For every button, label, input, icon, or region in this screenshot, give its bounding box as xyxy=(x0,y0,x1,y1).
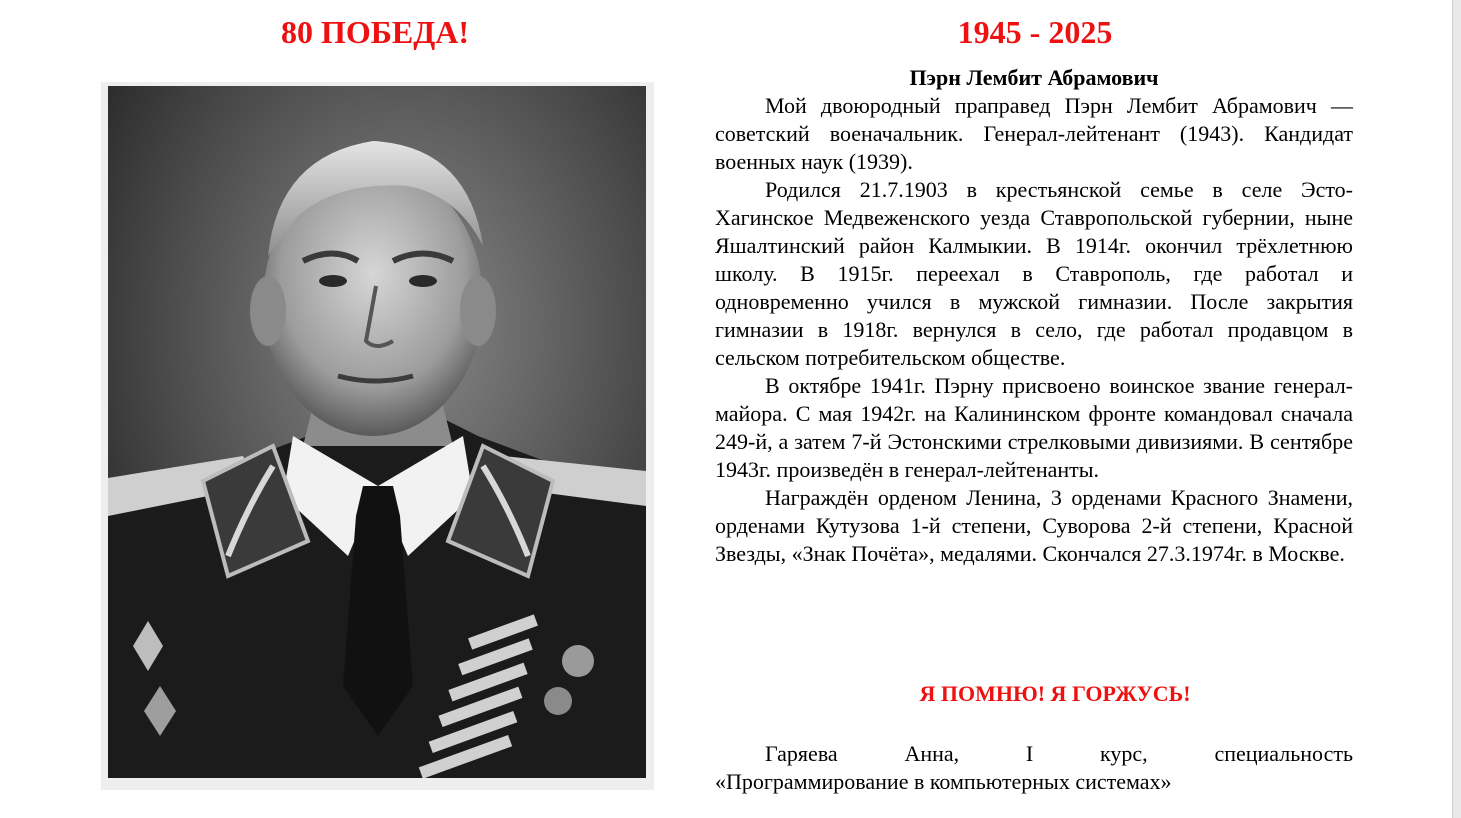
portrait-photo-icon xyxy=(108,86,646,778)
motto: Я ПОМНЮ! Я ГОРЖУСЬ! xyxy=(919,681,1191,706)
author-specialty: «Программирование в компьютерных системах» xyxy=(715,769,1172,794)
author-block xyxy=(715,740,1353,796)
page-edge xyxy=(1452,0,1461,818)
title-years: 1945 - 2025 xyxy=(957,14,1113,50)
bio-paragraph: В октябре 1941г. Пэрну присвоено воинское звание генерал-майора. С мая 1942г. на Калининском фронте командовал сначала 249-й, а затем 7-й Эстонскими стрелковыми дивизиями. В сентябре 1943г. произведён в генерал-лейтенанты. xyxy=(715,373,1353,482)
person-name: Пэрн Лембит Абрамович xyxy=(909,65,1159,90)
portrait-photo xyxy=(101,82,654,790)
bio-paragraph: Родился 21.7.1903 в крестьянской семье в селе Эсто-Хагинское Медвеженского уезда Ставропольской губернии, ныне Яшалтинский район Калмыкии. В 1914г. окончил трёхлетнюю школу. В 1915г. переехал в Ставрополь, где работал и одновременно учился в мужской гимназии. После закрытия гимназии в 1918г. вернулся в село, где работал продавцом в сельском потребительском обществе. xyxy=(715,177,1353,370)
bio-paragraph: Мой двоюродный праправед Пэрн Лембит Абрамович — советский военачальник. Генерал-лейтенант (1943). Кандидат военных наук (1939). xyxy=(715,93,1353,174)
author-line: Гаряева Анна, I курс, специальность xyxy=(765,741,1353,766)
title-victory: 80 ПОБЕДА! xyxy=(280,14,470,50)
biography-column xyxy=(715,64,1353,568)
bio-paragraph: Награждён орденом Ленина, 3 орденами Красного Знамени, орденами Кутузова 1-й степени, Суворова 2-й степени, Красной Звезды, «Знак Почёта», медалями. Скончался 27.3.1974г. в Москве. xyxy=(715,485,1353,566)
